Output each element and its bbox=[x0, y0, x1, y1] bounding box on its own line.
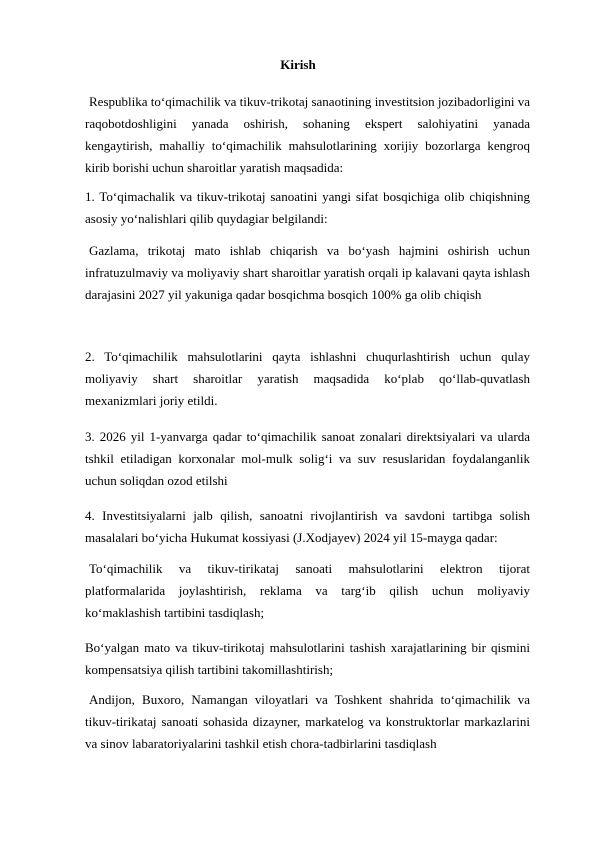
paragraph-intro: Respublika to‘qimachilik va tikuv-trikotaj sanaotining investitsion jozibadorligini va raqobotdoshligini yanada oshirish, sohaning ekspert salohiyatini yanada kengaytirish, mahalliy to‘qimachilik mahsulotlarining xorijiy bozorlarga kengroq kirib borishi uchun sharoitlar yaratish maqsadida: bbox=[85, 94, 530, 175]
paragraph-item-3: 3. 2026 yil 1-yanvarga qadar to‘qimachilik sanoat zonalari direktsiyalari va ularda tshkil etiladigan korxonalar mol-mulk solig‘i va suv resuslaridan foydalanganlik uchun soliqdan ozod etilshi bbox=[85, 429, 530, 488]
paragraph-compensation: Bo‘yalgan mato va tikuv-tirikotaj mahsulotlarini tashish xarajatlarining bir qismini kompensatsiya qilish tartibini takomillashtirish; bbox=[85, 640, 530, 677]
paragraph-design-centers: Andijon, Buxoro, Namangan viloyatlari va Toshkent shahrida to‘qimachilik va tikuv-tirikataj sanoati sohasida dizayner, markatelog va konstruktorlar markazlarini va sinov labaratoriyalarini tashkil etish chora-tadbirlarini tasdiqlash bbox=[85, 692, 530, 751]
paragraph-item-2: 2. To‘qimachilik mahsulotlarini qayta ishlashni chuqurlashtirish uchun qulay moliyaviy shart sharoitlar yaratish maqsadida ko‘plab qo‘llab-quvatlash mexanizmlari joriy etildi. bbox=[85, 349, 530, 408]
page-title: Kirish bbox=[280, 57, 316, 72]
paragraph-gazlama: Gazlama, trikotaj mato ishlab chiqarish va bo‘yash hajmini oshirish uchun infratuzulmaviy va moliyaviy shart sharoitlar yaratish orqali ip kalavani qayta ishlash darajasini 2027 yil yakuniga qadar bosqichma bosqich 100% ga olib chiqish bbox=[85, 243, 530, 302]
paragraph-ecommerce: To‘qimachilik va tikuv-tirikataj sanoati mahsulotlarini elektron tijorat platformalarida joylashtirish, reklama va targ‘ib qilish uchun moliyaviy ko‘maklashish tartibini tasdiqlash; bbox=[85, 561, 530, 620]
paragraph-item-1: 1. To‘qimachalik va tikuv-trikotaj sanoatini yangi sifat bosqichiga olib chiqishning asosiy yo‘nalishlari qilib quydagiar belgilandi: bbox=[85, 189, 530, 226]
paragraph-item-4: 4. Investitsiyalarni jalb qilish, sanoatni rivojlantirish va savdoni tartibga solish masalalari bo‘yicha Hukumat kossiyasi (J.Xodjayev) 2024 yil 15-mayga qadar: bbox=[85, 508, 530, 545]
